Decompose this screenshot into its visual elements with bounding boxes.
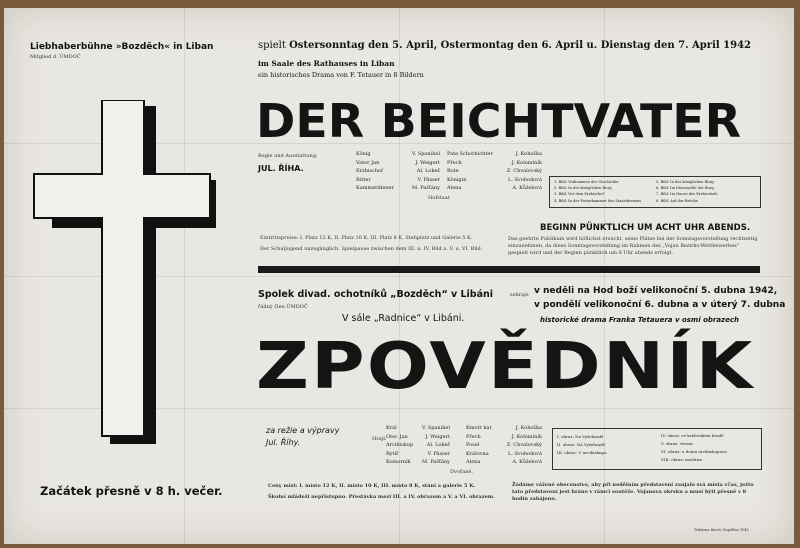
- de-venue: im Saale des Rathauses in Liban: [258, 59, 395, 68]
- cast-name: M. Pašťány: [421, 459, 450, 466]
- cast-name: Al. Lokeš: [426, 442, 450, 449]
- cz-cast-label: Hrají:: [372, 436, 387, 442]
- act-item: IV. obraz: ve královském hradě: [661, 433, 724, 438]
- de-cast-roles-b: [447, 150, 497, 193]
- de-company: Liebhaberbühne »Bozděch« in Liban: [30, 42, 214, 52]
- act-item: VIII. obraz: mučírna: [661, 457, 702, 462]
- cz-prices: Ceny míst: I. místo 12 K, II. místo 10 K, III. místo 8 K, stání a galerie 5 K.: [268, 483, 476, 489]
- de-start: BEGINN PÜNKTLICH UM ACHT UHR ABENDS.: [540, 223, 751, 233]
- cz-note: Žádáme vážené obecenstvo, aby při nedělním představení zaujalo svá místa včas, ježto tato představení jest hráno v rámci soutěže. Vojanova okrsku a musí býti přesně v 8 hodin zahájeno.: [512, 482, 754, 502]
- cz-venue: V sále „Radnice“ v Libáni.: [342, 313, 465, 324]
- poster: [4, 8, 794, 544]
- cz-cast-extra: Dvořané.: [450, 469, 473, 475]
- cast-role: Přech: [447, 159, 462, 166]
- cast-name: V. Pässer: [417, 176, 440, 183]
- cast-role: Král: [386, 425, 397, 431]
- act-item: V. obraz: vězení: [661, 441, 693, 446]
- cz-acts-box: [552, 428, 762, 470]
- cz-cast-names-a: [408, 424, 450, 467]
- act-item: 7. Bild: Im Hause des Erzbischofs: [656, 192, 718, 197]
- cz-director-label: za režie a výpravy: [266, 426, 340, 435]
- de-youth: Der Schuljugend unzugänglich. Spielpause zwischen dem III. u. IV. Bild u. V. u. VI. Bild.: [260, 246, 483, 252]
- cast-role: Ritter: [356, 176, 371, 183]
- cast-name: J. Kohoška: [515, 425, 542, 431]
- cast-role: Erzbischof: [356, 168, 383, 175]
- cz-subtitle: historické drama Franka Tetauera v osmi obrazech: [540, 316, 740, 324]
- cast-role: Rytíř: [386, 450, 399, 457]
- act-item: II. obraz: Na Vyšehradě: [557, 442, 606, 447]
- cast-role: König: [356, 151, 371, 157]
- cz-start: Začátek přesně v 8 h. večer.: [40, 484, 223, 498]
- act-item: VI. obraz: u domu arcibiskupova: [661, 449, 727, 454]
- cast-role: Alena: [466, 459, 481, 466]
- de-director: JUL. ŘÍHA.: [258, 164, 304, 173]
- cross-icon: [26, 100, 226, 450]
- cast-name: Z. Chvalovský: [506, 168, 542, 175]
- cast-name: L. Svobodová: [508, 450, 542, 457]
- de-cast-roles-a: [356, 150, 398, 193]
- cast-role: Arcibiskup: [386, 442, 414, 449]
- act-item: I. obraz: Na Vyšehradě: [557, 434, 604, 439]
- cast-name: L. Svobodová: [508, 176, 542, 183]
- de-dates-line: [258, 40, 751, 51]
- cz-cast-names-b: [496, 424, 542, 467]
- cast-role: Pate Schorbichter: [447, 151, 493, 157]
- act-item: III. obraz: U arcibiskupa: [557, 450, 607, 455]
- cz-member: řádný člen ÚMDOČ: [258, 304, 308, 310]
- cast-role: Posel: [466, 442, 480, 449]
- cast-role: Rote: [447, 168, 459, 175]
- cast-name: Al. Lokeš: [416, 168, 440, 175]
- cz-company: Spolek divad. ochotníků „Bozděch“ v Libáni: [258, 289, 494, 300]
- cast-name: J. Weigert: [425, 433, 450, 440]
- cz-plays-prefix: sehraje: [510, 292, 529, 298]
- de-subtitle: ein historisches Drama von F. Tetauer in 8 Bildern: [258, 71, 424, 79]
- act-item: 6. Bild: Im Dienstzelle der Burg: [656, 186, 714, 191]
- cast-role: Komorník: [386, 459, 411, 466]
- act-item: 8. Bild: Auf der Brücke: [656, 198, 698, 203]
- cast-name: A. Kůželová: [512, 459, 542, 466]
- de-prices: Eintrittspreise: I. Platz 12 K, II. Platz 10 K, III. Platz 8 K, Stehplatz und Galerie 5 K.: [260, 235, 473, 241]
- cast-name: J. Kolomíník: [511, 433, 542, 440]
- cz-director: Jul. Říhy.: [266, 438, 301, 447]
- act-item: 4. Bild: In der Portarkammer des Staatskreuzes: [554, 198, 642, 203]
- de-cast-extra: Hofstaat: [428, 195, 450, 201]
- cast-role: Královna: [466, 450, 489, 457]
- de-cast-names-b: [496, 150, 542, 193]
- de-director-label: Regie und Ausstattung:: [258, 153, 318, 159]
- divider: [258, 266, 760, 273]
- de-member: Mitglied d. ÚMDOČ: [30, 54, 81, 60]
- cast-name: V. Spanihel: [411, 151, 440, 157]
- cast-name: J. Kohoška: [515, 151, 542, 157]
- de-title: DER BEICHTVATER: [256, 94, 742, 148]
- act-item: 5. Bild: In der königlichen Burg: [656, 180, 714, 184]
- cast-role: Kammerdiener: [356, 185, 394, 192]
- cast-role: Alena: [447, 185, 462, 192]
- cast-name: V. Spanihel: [421, 425, 450, 431]
- cast-name: Z. Chvalovský: [506, 442, 542, 449]
- cz-title: ZPOVĚDNÍK: [256, 330, 755, 404]
- cast-name: A. Kůželová: [512, 185, 542, 192]
- act-item: 1. Bild: Vorkommen der Geschichte: [554, 180, 619, 184]
- act-item: 3. Bild: Vor dem Erzbischof: [554, 192, 604, 197]
- cast-role: Königin: [447, 176, 467, 183]
- cast-name: M. Pašťány: [411, 185, 440, 192]
- cz-youth: Školní mládeži nepřístupno. Přestávka mezi III. a IV. obrazem a V. a VI. obrazem.: [268, 494, 495, 500]
- cast-role: Otec Jan: [386, 433, 408, 440]
- de-acts-box: [549, 176, 761, 208]
- cast-role: Přech: [466, 433, 481, 440]
- cast-role: Vater Jan: [356, 159, 380, 166]
- cz-date2: v pondělí velikonoční 6. dubna a v úterý 7. dubna: [534, 300, 786, 310]
- act-item: 2. Bild: In der königlichen Burg: [554, 186, 612, 191]
- de-plays-prefix: spielt: [258, 40, 286, 51]
- cz-date1: v neděli na Hod boží velikonoční 5. dubna 1942,: [534, 286, 778, 296]
- cast-name: J. Weigert: [415, 159, 440, 166]
- de-dates: Ostersonntag den 5. April, Ostermontag den 6. April u. Dienstag den 7. April 1942: [289, 40, 751, 51]
- de-cast-names-a: [398, 150, 440, 193]
- de-note: Das geehrte Publikum wird höflichst ersucht, seine Plätze bei der Sonntagsvorstellung rechtzeitig einzunehmen, da diese Sonntagsvorstellung im Rahmen des „Vojan Bezirks-Wettbewerbes“ gespielt wird und der Beginn pünktlich um 8 Uhr abends erfolgt.: [508, 236, 758, 256]
- cast-name: V. Pässer: [427, 450, 450, 457]
- printer: Tiskárna Bureš, Kopidlno 1942: [694, 528, 749, 532]
- cast-name: J. Kolomíník: [511, 159, 542, 166]
- cast-role: Kmotr kat: [466, 425, 492, 431]
